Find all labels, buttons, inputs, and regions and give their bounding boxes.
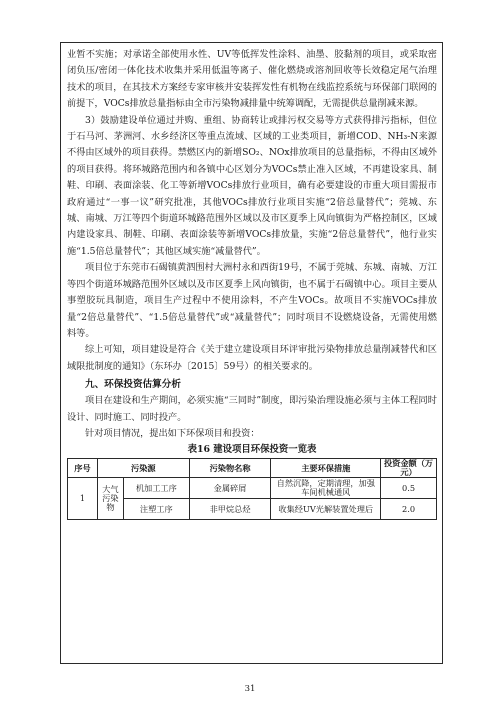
header-source: 污染源	[97, 459, 189, 478]
paragraph-1: 业暂不实施；对承诺全部使用水性、UV等低挥发性涂料、油墨、胶黏剂的项目，或采取密闭负压/密闭一体化技术收集并采用低温等离子、催化燃烧或溶剂回收等长效稳定尾气治理技术的项目，在其技术方案经专家审核并安装挥发性有机物在线监控系统与环保部门联网的前提下，VOCs排放总量指标由全市污染物减排量中统筹调配，无需提供总量削减来源。	[67, 49, 437, 110]
cell-amount: 0.5	[381, 478, 437, 499]
cell-amount: 2.0	[381, 499, 437, 520]
page-number: 31	[244, 684, 256, 694]
header-amount: 投资金额（万元）	[381, 459, 437, 478]
cell-category: 大气污染物	[97, 478, 123, 520]
content-frame	[60, 42, 443, 664]
header-index: 序号	[68, 459, 98, 478]
header-measure: 主要环保措施	[271, 459, 381, 478]
paragraph-6: 针对项目情况，提出如下环保项目和投资：	[85, 427, 260, 439]
table-header-row	[68, 459, 437, 478]
content-body	[67, 47, 437, 520]
table-row	[68, 478, 437, 499]
paragraph-4: 综上可知，项目建设是符合《关于建立建设项目环评审批污染物排放总量削减替代和区域限批制度的通知》（东环办〔2015〕59号）的相关要求的。	[67, 344, 437, 372]
header-pollutant: 污染物名称	[189, 459, 271, 478]
table-caption: 表16 建设项目环保投资一览表	[187, 444, 317, 456]
cell-source: 注塑工序	[123, 499, 189, 520]
cell-pollutant: 金属碎屑	[189, 478, 271, 499]
cell-index: 1	[68, 478, 98, 520]
cell-measure: 自然沉降，定期清理，加强车间机械通风	[271, 478, 381, 499]
paragraph-5: 项目在建设和生产期间，必须实施“三同时”制度，即污染治理设施必须与主体工程同时设计、同时施工、同时投产。	[67, 395, 437, 423]
paragraph-2: 3）鼓励建设单位通过并购、重组、协商转让或排污权交易等方式获得排污指标，但位于石马河、茅洲河、水乡经济区等重点流域、区域的工业类项目，新增COD、NH₃-N来源不得由区域外的项目获得。禁燃区内的新增SO₂、NOx排放项目的总量指标，不得由区域外的项目获得。将环城路范围内和各镇中心区划分为VOCs禁止准入区域，不再建设家具、制鞋、印刷、表面涂装、化工等新增VOCs排放行业项目，确有必要建设的市重大项目需报市政府通过“一事一议”研究批准，其他VOCs排放行业项目实施“2倍总量替代”；莞城、东城、南城、万江等四个街道环城路范围外区域以及市区夏季上风向镇街为严格控制区，区域内建设家具、制鞋、印刷、表面涂装等新增VOCs排放量，实施“2倍总量替代”，他行业实施“1.5倍总量替代”；其他区域实施“减量替代”。	[67, 114, 437, 257]
table-row	[68, 499, 437, 520]
cell-measure: 收集经UV光解装置处理后	[271, 499, 381, 520]
paragraph-3: 项目位于东莞市石碣镇黄泗围村大洲村永和西街19号，不属于莞城、东城、南城、万江等四个街道环城路范围外区域以及市区夏季上风向镇街，也不属于石碣镇中心。项目主要从事塑胶玩具制造，项目生产过程中不使用涂料，不产生VOCs。故项目不实施VOCs排放量“2倍总量替代”、“1.5倍总量替代”或“减量替代”；同时项目不设燃烧设备，无需使用燃料等。	[67, 262, 437, 339]
section-heading: 九、环保投资估算分析	[85, 379, 181, 391]
cell-pollutant: 非甲烷总烃	[189, 499, 271, 520]
investment-table	[67, 458, 437, 520]
cell-source: 机加工工序	[123, 478, 189, 499]
